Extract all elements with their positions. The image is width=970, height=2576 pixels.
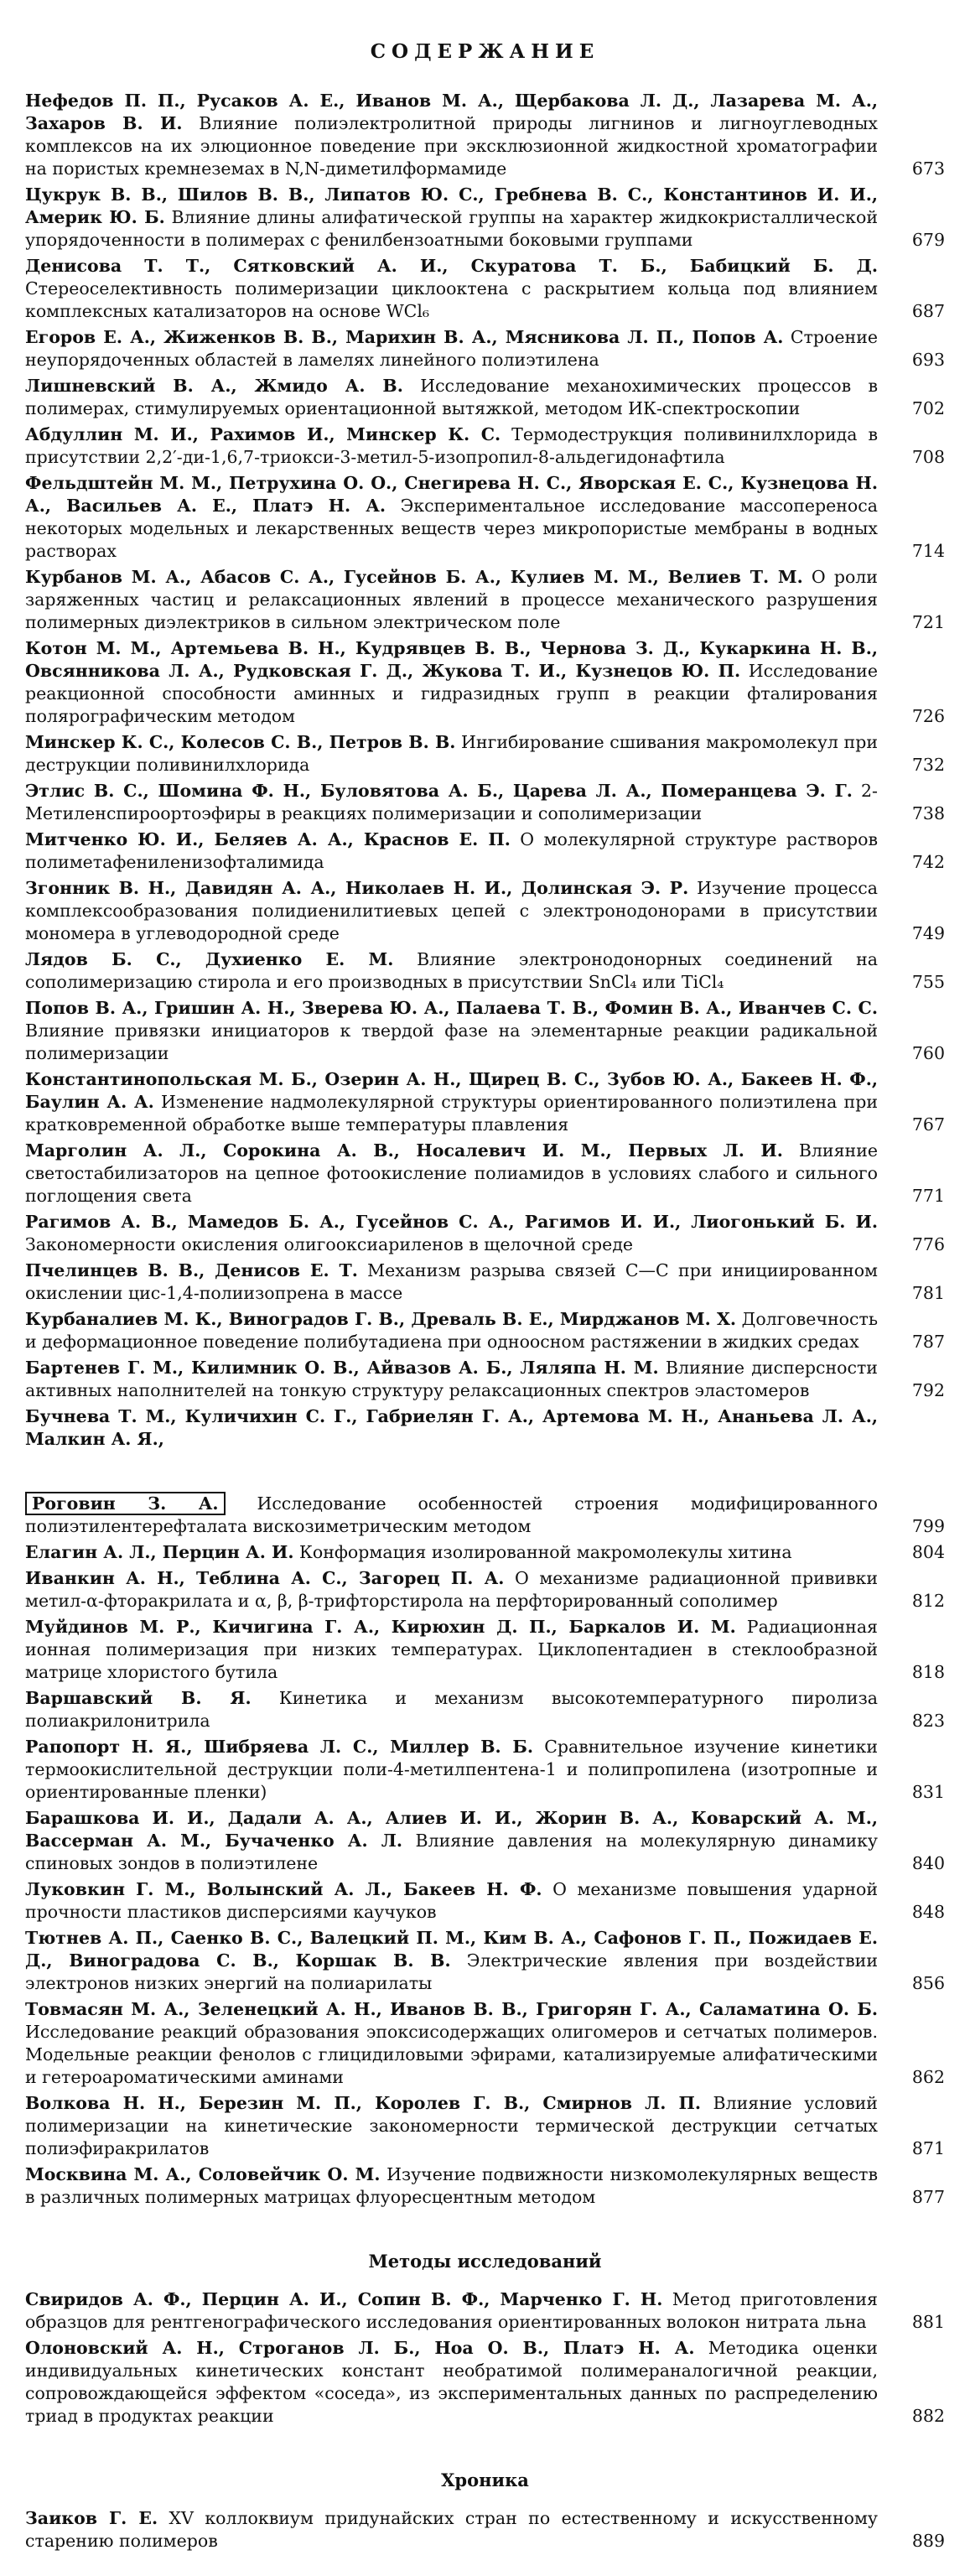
entry-authors: Митченко Ю. И., Беляев А. А., Краснов Е. П.	[25, 829, 511, 849]
toc-entry	[25, 780, 945, 825]
page-number: 889	[911, 2531, 945, 2551]
toc-entry	[25, 2092, 945, 2160]
entry-authors: Олоновский А. Н., Строганов Л. Б., Ноа О. В., Платэ Н. А.	[25, 2338, 695, 2358]
page-number: 877	[911, 2187, 945, 2207]
toc-entry	[25, 828, 945, 874]
toc-entry	[25, 1807, 945, 1875]
entry-authors: Абдуллин М. И., Рахимов И., Минскер К. С.	[25, 424, 501, 444]
page-number: 848	[911, 1902, 945, 1922]
toc-entry	[25, 1068, 945, 1136]
entry-text: Ингибирование сшивания макромолекул при деструкции поливинилхлорида	[25, 732, 878, 775]
entry-text: Влияние электронодонорных соединений на сополимеризацию стирола и его производных в присутствии SnCl₄ или TiCl₄	[25, 949, 878, 992]
entry-authors: Егоров Е. А., Жиженков В. В., Марихин В. А., Мясникова Л. П., Попов А.	[25, 327, 784, 347]
entry-text: Влияние светостабилизаторов на цепное фотоокисление полиамидов в условиях слабого и сильного поглощения света	[25, 1140, 878, 1206]
entry-split-part1	[25, 1405, 945, 1451]
entry-authors: Нефедов П. П., Русаков А. Е., Иванов М. А., Щербакова Л. Д., Лазарева М. А., Захаров В. И.	[25, 91, 878, 133]
entry-text: О механизме повышения ударной прочности пластиков дисперсиями каучуков	[25, 1879, 878, 1922]
entry-authors: Курбаналиев М. К., Виноградов Г. В., Древаль В. Е., Мирджанов М. Х.	[25, 1309, 737, 1329]
entry-authors: Елагин А. Л., Перцин А. И.	[25, 1542, 294, 1562]
toc-entry	[25, 472, 945, 563]
page-number: 799	[911, 1516, 945, 1536]
entry-text: Радиационная ионная полимеризация при низких температурах. Циклопентадиен в стеклообразной матрице хлористого бутила	[25, 1617, 878, 1682]
page-number: 714	[911, 541, 945, 561]
toc-entry	[25, 326, 945, 371]
page-number: 771	[911, 1186, 945, 1206]
entry-authors: Варшавский В. Я.	[25, 1688, 252, 1708]
page-number: 856	[911, 1973, 945, 1993]
toc-entry	[25, 1878, 945, 1924]
page-number: 732	[911, 755, 945, 775]
toc-entry	[25, 255, 945, 323]
toc-entry	[25, 1541, 945, 1564]
entry-authors: Лядов Б. С., Духиенко Е. М.	[25, 949, 394, 969]
entry-authors: Волкова Н. Н., Березин М. П., Королев Г. В., Смирнов Л. П.	[25, 2093, 702, 2113]
entry-text: Влияние привязки инициаторов к твердой фазе на элементарные реакции радикальной полимеризации	[25, 1021, 878, 1063]
entry-text: Сравнительное изучение кинетики термоокислительной деструкции поли-4-метилпентена-1 и полипропилена (изотропные и ориентированные пленки)	[25, 1737, 878, 1802]
entry-text: Методика оценки индивидуальных кинетических констант необратимой полимераналогичной реакции, сопровождающейся эффектом «соседа», из экспериментальных данных по распределению триад в продуктах реакции	[25, 2338, 878, 2426]
entry-authors: Константинопольская М. Б., Озерин А. Н., Щирец В. С., Зубов Ю. А., Бакеев Н. Ф., Баулин А. А.	[25, 1069, 878, 1112]
entry-text: Конформация изолированной макромолекулы хитина	[299, 1542, 792, 1562]
entry-authors: Котон М. М., Артемьева В. Н., Кудрявцев В. В., Чернова З. Д., Кукаркина Н. В., Овсянникова Л. А., Рудковская Г. Д., Жукова Т. И., Кузнецов Ю. П.	[25, 638, 878, 681]
toc-entry	[25, 1927, 945, 1995]
entry-text: О молекулярной структуре растворов полиметафениленизофталимида	[25, 829, 878, 872]
toc-entry	[25, 566, 945, 634]
toc-entry	[25, 877, 945, 945]
page-number: 742	[911, 852, 945, 872]
page-number: 882	[911, 2406, 945, 2426]
page-number: 721	[911, 612, 945, 632]
entry-text: XV коллоквиум придунайских стран по естественному и искусственному старению полимеров	[25, 2508, 878, 2551]
entry-authors: Рапопорт Н. Я., Шибряева Л. С., Миллер В. Б.	[25, 1737, 534, 1757]
entry-text: Долговечность и деформационное поведение полибутадиена при одноосном растяжении в жидких средах	[25, 1309, 878, 1352]
entry-authors: Згонник В. Н., Давидян А. А., Николаев Н. И., Долинская Э. Р.	[25, 878, 689, 898]
toc-title: СОДЕРЖАНИЕ	[370, 40, 600, 63]
entry-authors: Тютнев А. П., Саенко В. С., Валецкий П. М., Ким В. А., Сафонов Г. П., Пожидаев Е. Д., Виноградова С. В., Коршак В. В.	[25, 1928, 878, 1971]
entry-authors: Луковкин Г. М., Волынский А. Л., Бакеев Н. Ф.	[25, 1879, 542, 1899]
entry-authors: Свиридов А. Ф., Перцин А. И., Сопин В. Ф., Марченко Г. Н.	[25, 2289, 663, 2309]
toc-entry	[25, 1308, 945, 1353]
toc-entry	[25, 637, 945, 728]
entry-authors: Иванкин А. Н., Теблина А. С., Загорец П. А.	[25, 1568, 505, 1588]
page-number: 708	[911, 447, 945, 467]
page-number: 726	[911, 706, 945, 726]
toc-entry	[25, 375, 945, 420]
entry-text: Изучение процесса комплексообразования полидиенилитиевых цепей с электронодонорами в присутствии мономера в углеводородной среде	[25, 878, 878, 943]
page-number: 767	[911, 1114, 945, 1135]
entry-text: Влияние давления на молекулярную динамику спиновых зондов в полиэтилене	[25, 1831, 878, 1873]
entry-authors: Курбанов М. А., Абасов С. А., Гусейнов Б. А., Кулиев М. М., Велиев Т. М.	[25, 567, 803, 587]
methods-list	[25, 2288, 945, 2428]
page-number: 749	[911, 923, 945, 943]
page-number: 673	[911, 158, 945, 179]
page-number: 831	[911, 1782, 945, 1802]
entry-text: Стереоселективность полимеризации циклооктена с раскрытием кольца под влиянием комплексных катализаторов на основе WCl₆	[25, 278, 878, 321]
page-number: 823	[911, 1711, 945, 1731]
entry-text: Метод приготовления образцов для рентгенографического исследования ориентированных волокон нитрата льна	[25, 2289, 878, 2332]
page-number: 792	[911, 1380, 945, 1400]
entry-authors: Муйдинов М. Р., Кичигина Г. А., Кирюхин Д. П., Баркалов И. М.	[25, 1617, 736, 1637]
entry-authors: Попов В. А., Гришин А. Н., Зверева Ю. А., Палаева Т. В., Фомин В. А., Иванчев С. С.	[25, 998, 878, 1018]
entry-text: Строение неупорядоченных областей в ламелях линейного полиэтилена	[25, 327, 878, 370]
entry-text: Изменение надмолекулярной структуры ориентированного полиэтилена при кратковременной обработке выше температуры плавления	[25, 1092, 878, 1135]
entry-text: Исследование особенностей строения модифицированного полиэтилентерефталата вискозиметрическим методом	[25, 1493, 878, 1536]
entry-text: Исследование реакционной способности аминных и гидразидных групп в реакции фталирования полярографическим методом	[25, 661, 878, 726]
page-number: 755	[911, 972, 945, 992]
toc-entry	[25, 1616, 945, 1684]
entry-authors: Марголин А. Л., Сорокина А. В., Носалевич И. М., Первых Л. И.	[25, 1140, 783, 1161]
page-number: 776	[911, 1234, 945, 1254]
boxed-author: Роговин З. А.	[25, 1492, 226, 1515]
entry-authors: Фельдштейн М. М., Петрухина О. О., Снегирева Н. С., Яворская Е. С., Кузнецова Н. А., Васильев А. Е., Платэ Н. А.	[25, 473, 878, 516]
entry-text: Механизм разрыва связей C—C при инициированном окислении цис-1,4-полиизопрена в массе	[25, 1260, 878, 1303]
page-number: 760	[911, 1043, 945, 1063]
toc-entry	[25, 1357, 945, 1402]
page-number: 840	[911, 1853, 945, 1873]
page-number: 738	[911, 803, 945, 823]
toc-entry	[25, 1567, 945, 1613]
entry-text: Исследование механохимических процессов в полимерах, стимулируемых ориентационной вытяжкой, методом ИК-спектроскопии	[25, 376, 878, 418]
toc-entry	[25, 948, 945, 994]
chronicle-list	[25, 2507, 945, 2553]
page-number: 818	[911, 1662, 945, 1682]
entry-authors: Бучнева Т. М., Куличихин С. Г., Габриелян Г. А., Артемова М. Н., Ананьева Л. А., Малкин А. Я.,	[25, 1406, 878, 1449]
toc-entry	[25, 997, 945, 1065]
entry-authors: Товмасян М. А., Зеленецкий А. Н., Иванов В. В., Григорян Г. А., Саламатина О. Б.	[25, 1999, 878, 2019]
entry-text: Исследование реакций образования эпоксисодержащих олигомеров и сетчатых полимеров. Модельные реакции фенолов с глицидиловыми эфирами, катализируемые алифатическими и гетероароматическими аминами	[25, 2022, 878, 2087]
page-number: 787	[911, 1332, 945, 1352]
entry-authors: Москвина М. А., Соловейчик О. М.	[25, 2164, 381, 2184]
entry-text: Закономерности окисления олигооксиариленов в щелочной среде	[25, 1234, 634, 1254]
entry-authors: Лишневский В. А., Жмидо А. В.	[25, 376, 403, 396]
toc-entry	[25, 2507, 945, 2553]
toc-entry	[25, 1140, 945, 1208]
entry-text: Влияние полиэлектролитной природы лигнинов и лигноуглеводных комплексов на их элюционное поведение при эксклюзионной жидкостной хроматографии на пористых кремнеземах в N,N-диметилформамиде	[25, 113, 878, 179]
toc-entry	[25, 1259, 945, 1305]
toc-entry	[25, 1998, 945, 2089]
entry-text: Экспериментальное исследование массопереноса некоторых модельных и лекарственных веществ через микропористые мембраны в водных растворах	[25, 496, 878, 561]
toc-entry	[25, 90, 945, 180]
entry-text: О роли заряженных частиц и релаксационных явлений в процессе механического разрушения полимерных диэлектриков в сильном электрическом поле	[25, 567, 878, 632]
page-number: 862	[911, 2067, 945, 2087]
entry-text: О механизме радиационной прививки метил-α-фторакрилата и α, β, β-трифторстирола на перфторированный сополимер	[25, 1568, 878, 1611]
page-number: 871	[911, 2138, 945, 2158]
entry-authors: Минскер К. С., Колесов С. В., Петров В. В.	[25, 732, 456, 752]
page	[25, 0, 945, 2556]
entry-list	[25, 90, 945, 1402]
page-number: 693	[911, 350, 945, 370]
page-number: 679	[911, 230, 945, 250]
entry-authors: Денисова Т. Т., Сятковский А. И., Скуратова Т. Б., Бабицкий Б. Д.	[25, 256, 878, 276]
entry-authors: Этлис В. С., Шомина Ф. Н., Буловятова А. Б., Царева Л. А., Померанцева Э. Г.	[25, 781, 853, 801]
toc-entry	[25, 2288, 945, 2334]
entry-text: Влияние условий полимеризации на кинетические закономерности термической деструкции сетчатых полиэфиракрилатов	[25, 2093, 878, 2158]
entry-text: Термодеструкция поливинилхлорида в присутствии 2,2′-ди-1,6,7-триокси-3-метил-5-изопропил-8-альдегидонафтила	[25, 424, 878, 467]
column-break	[25, 1454, 945, 1493]
entry-split-part2	[25, 1493, 945, 1538]
entry-text: Кинетика и механизм высокотемпературного пиролиза полиакрилонитрила	[25, 1688, 878, 1731]
page-number: 702	[911, 398, 945, 418]
toc-entry	[25, 731, 945, 776]
entry-text: 2-Метиленспироортоэфиры в реакциях полимеризации и сополимеризации	[25, 781, 878, 823]
section-title-methods: Методы исследований	[368, 2251, 602, 2272]
entry-authors: Барашкова И. И., Дадали А. А., Алиев И. И., Жорин В. А., Коварский А. М., Вассерман А. М., Бучаченко А. Л.	[25, 1808, 878, 1851]
entry-text: Влияние дисперсности активных наполнителей на тонкую структуру релаксационных спектров эластомеров	[25, 1358, 878, 1400]
page-number: 812	[911, 1591, 945, 1611]
page-number: 687	[911, 301, 945, 321]
toc-entry	[25, 1687, 945, 1732]
page-number: 781	[911, 1283, 945, 1303]
toc-entry	[25, 184, 945, 252]
entry-list-2	[25, 1541, 945, 2209]
toc-entry	[25, 1211, 945, 1256]
toc-entry	[25, 1736, 945, 1804]
entry-text: Изучение подвижности низкомолекулярных веществ в различных полимерных матрицах флуоресцентным методом	[25, 2164, 878, 2207]
toc-entry	[25, 2337, 945, 2428]
entry-authors: Пчелинцев В. В., Денисов Е. Т.	[25, 1260, 358, 1280]
toc-entry	[25, 2163, 945, 2209]
toc-entry	[25, 423, 945, 469]
entry-text: Влияние длины алифатической группы на характер жидкокристаллической упорядоченности в полимерах с фенилбензоатными боковыми группами	[25, 207, 878, 250]
page-number: 881	[911, 2312, 945, 2332]
section-title-chronicle: Хроника	[441, 2470, 529, 2490]
entry-authors: Цукрук В. В., Шилов В. В., Липатов Ю. С., Гребнева В. С., Константинов И. И., Америк Ю. Б.	[25, 184, 878, 227]
entry-authors: Заиков Г. Е.	[25, 2508, 158, 2528]
page-number: 804	[911, 1542, 945, 1562]
entry-authors: Рагимов А. В., Мамедов Б. А., Гусейнов С. А., Рагимов И. И., Лиогонький Б. И.	[25, 1212, 878, 1232]
entry-authors: Бартенев Г. М., Килимник О. В., Айвазов А. Б., Ляляпа Н. М.	[25, 1358, 659, 1378]
entry-text: Электрические явления при воздействии электронов низких энергий на полиарилаты	[25, 1950, 878, 1993]
